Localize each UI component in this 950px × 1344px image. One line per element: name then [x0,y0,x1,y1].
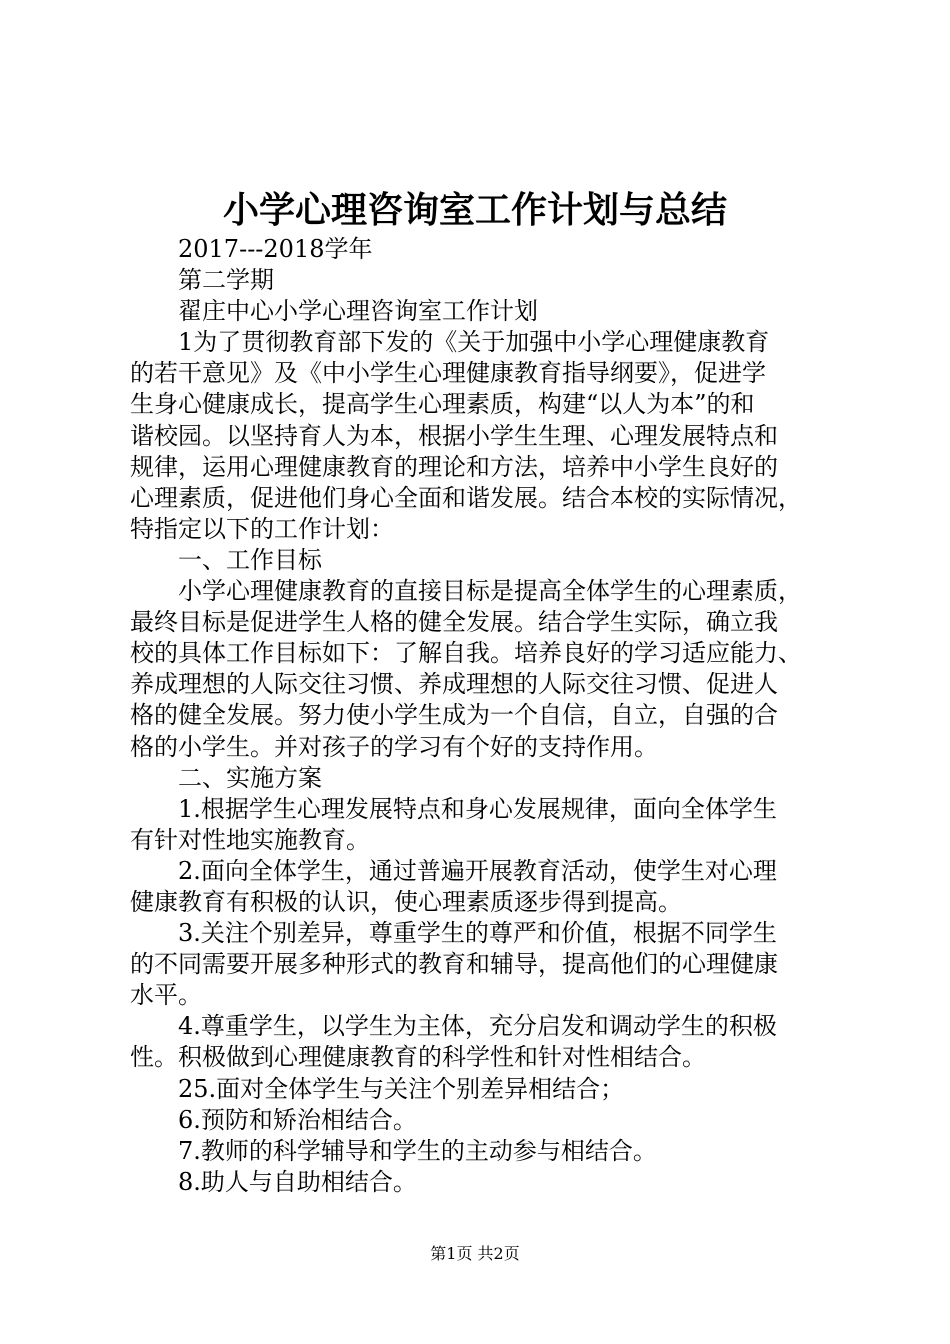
goal-line: 格的健全发展。努力使小学生成为一个自信，自立，自强的合 [130,701,778,730]
plan-item-5: 25.面对全体学生与关注个别差异相结合； [178,1074,625,1103]
goal-line: 养成理想的人际交往习惯、养成理想的人际交往习惯、促进人 [130,670,778,699]
plan-item-6: 6.预防和矫治相结合。 [178,1105,417,1134]
intro-line: 生身心健康成长，提高学生心理素质，构建“以人为本”的和 [130,390,755,419]
plan-item-8: 8.助人与自助相结合。 [178,1167,417,1196]
goals-paragraph [130,576,842,763]
goal-line: 最终目标是促进学生人格的健全发展。结合学生实际，确立我 [130,608,778,637]
plan-item-1 [130,794,842,856]
plan-item-line: 4.尊重学生，以学生为主体，充分启发和调动学生的积极 [178,1012,777,1041]
document-title: 小学心理咨询室工作计划与总结 [222,189,727,231]
goal-line: 小学心理健康教育的直接目标是提高全体学生的心理素质， [178,577,802,606]
section-heading-goals: 一、工作目标 [178,545,322,574]
intro-paragraph [130,327,842,545]
school-year: 2017---2018学年 [178,235,373,263]
plan-item-line: 健康教育有积极的认识，使心理素质逐步得到提高。 [130,887,682,916]
document-body [130,234,842,1198]
plan-item-line: 3.关注个别差异，尊重学生的尊严和价值，根据不同学生 [178,919,777,948]
page-footer: 第1页 共2页 [430,1244,520,1263]
intro-line: 谐校园。以坚持育人为本，根据小学生生理、心理发展特点和 [130,421,778,450]
plan-item-4 [130,1011,842,1073]
plan-item-line: 水平。 [130,981,202,1010]
plan-item-line: 的不同需要开展多种形式的教育和辅导，提高他们的心理健康 [130,950,778,979]
plan-item-line: 2.面向全体学生，通过普遍开展教育活动，使学生对心理 [178,856,777,885]
plan-item-3 [130,918,842,1011]
intro-line: 规律，运用心理健康教育的理论和方法，培养中小学生良好的 [130,452,778,481]
plan-item-line: 性。积极做到心理健康教育的科学性和针对性相结合。 [130,1043,706,1072]
intro-line: 心理素质，促进他们身心全面和谐发展。结合本校的实际情况， [130,483,802,512]
intro-line: 1为了贯彻教育部下发的《关于加强中小学心理健康教育 [178,328,770,357]
intro-line: 的若干意见》及《中小学生心理健康教育指导纲要》，促进学 [130,359,766,388]
semester: 第二学期 [178,266,274,295]
plan-title: 翟庄中心小学心理咨询室工作计划 [178,297,538,326]
plan-item-line: 1.根据学生心理发展特点和身心发展规律，面向全体学生 [178,794,777,823]
intro-line: 特指定以下的工作计划： [130,514,394,543]
goal-line: 校的具体工作目标如下：了解自我。培养良好的学习适应能力、 [130,639,802,668]
section-heading-plan: 二、实施方案 [178,763,322,792]
plan-item-2 [130,856,842,918]
plan-item-7: 7.教师的科学辅导和学生的主动参与相结合。 [178,1136,657,1165]
plan-item-line: 有针对性地实施教育。 [130,825,370,854]
goal-line: 格的小学生。并对孩子的学习有个好的支持作用。 [130,732,658,761]
